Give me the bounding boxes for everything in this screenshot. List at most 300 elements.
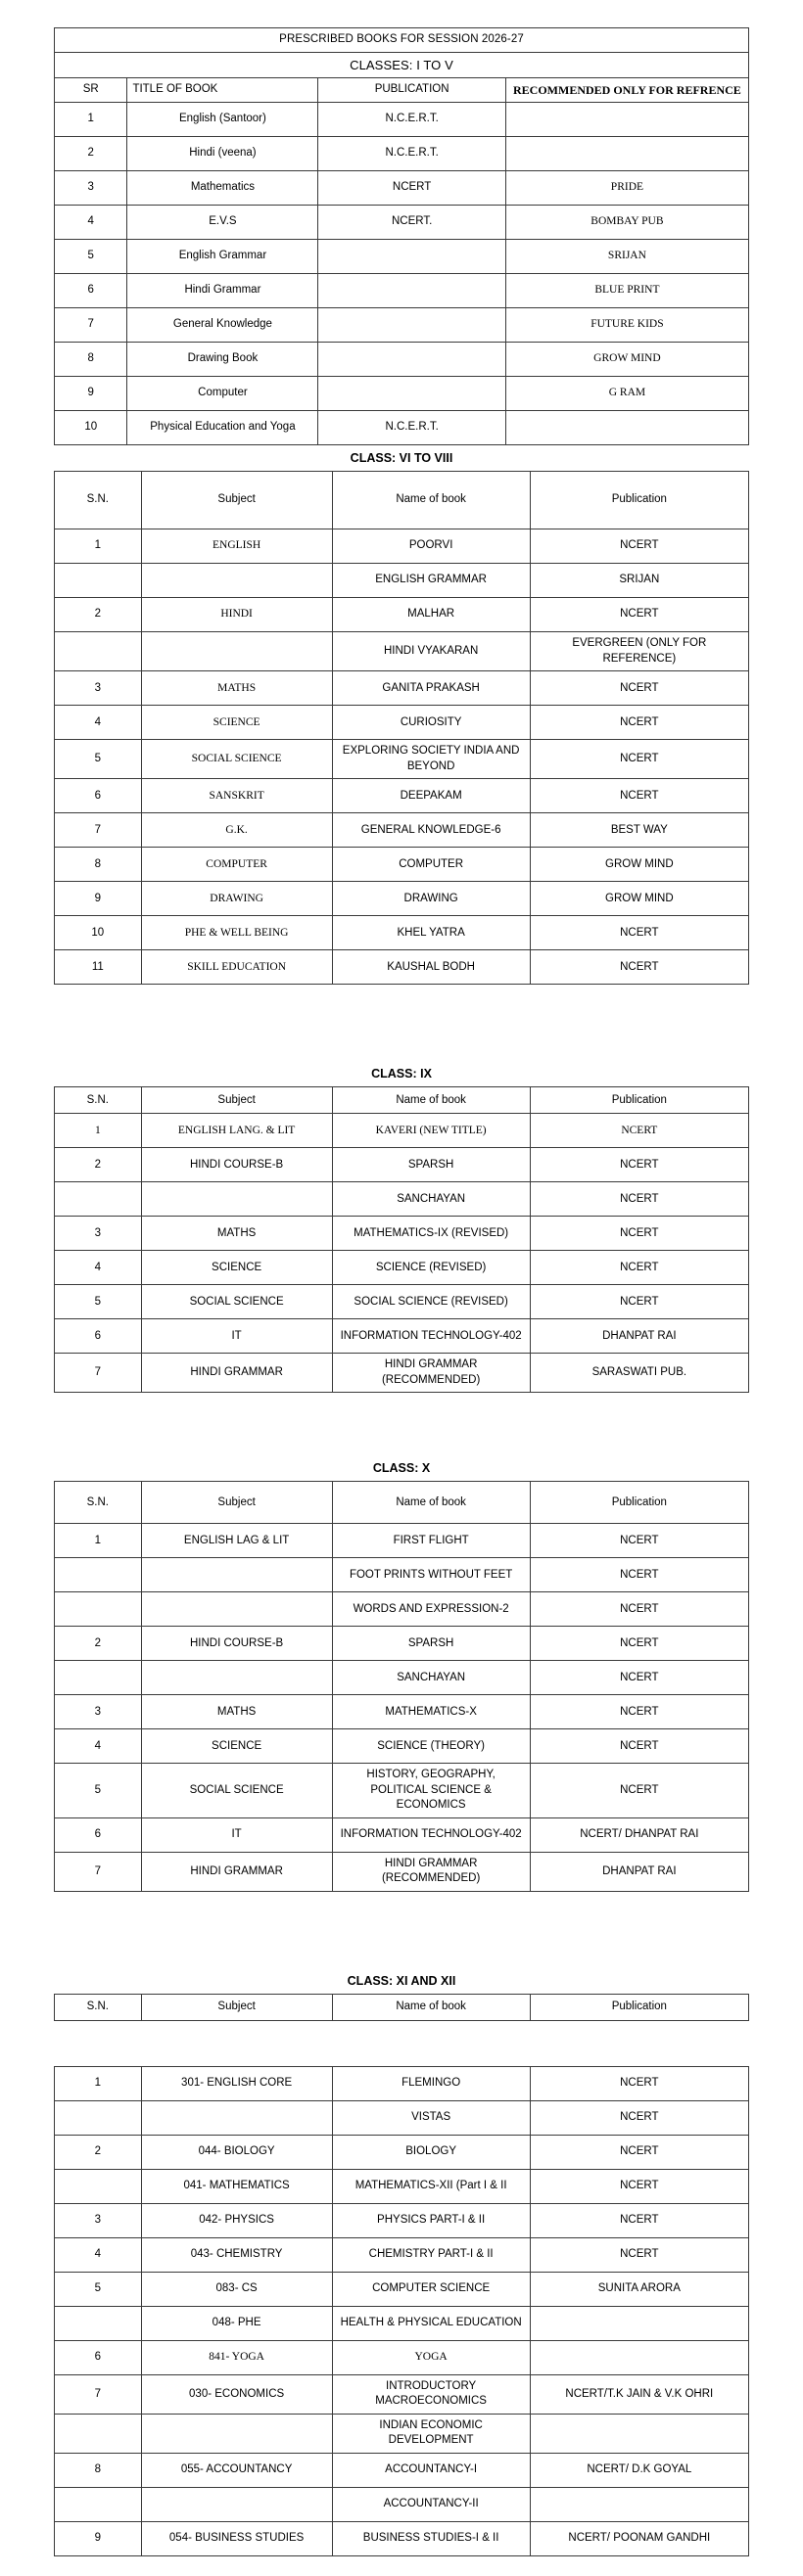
- table-row: [55, 1524, 749, 1558]
- table-row: [55, 2414, 749, 2453]
- ix-table-body: [55, 1114, 749, 1393]
- table-row: [55, 1182, 749, 1217]
- cell-book: MATHEMATICS-XII (Part I & II: [332, 2169, 530, 2203]
- cell-publication: NCERT: [530, 1217, 748, 1251]
- cell-subject: SOCIAL SCIENCE: [141, 1285, 332, 1319]
- cell-publication: NCERT: [530, 1661, 748, 1695]
- cell-publication: NCERT: [530, 1729, 748, 1764]
- column-header-subject: Subject: [141, 1087, 332, 1114]
- cell-book: PHYSICS PART-I & II: [332, 2203, 530, 2237]
- table-row: [55, 343, 749, 377]
- cell-sn: [55, 564, 142, 598]
- cell-reference: [505, 411, 748, 445]
- table-row: [55, 1319, 749, 1354]
- cell-book: SANCHAYAN: [332, 1661, 530, 1695]
- table-row: [55, 1764, 749, 1818]
- cell-subject: SCIENCE: [141, 1729, 332, 1764]
- column-header-sn: S.N.: [55, 1087, 142, 1114]
- table-row: [55, 1354, 749, 1393]
- cell-subject: DRAWING: [141, 882, 332, 916]
- document-title: PRESCRIBED BOOKS FOR SESSION 2026-27: [55, 28, 749, 53]
- cell-publication: [318, 343, 505, 377]
- cell-book: HINDI VYAKARAN: [332, 632, 530, 671]
- xi-xii-table-body: [55, 2066, 749, 2555]
- cell-reference: PRIDE: [505, 171, 748, 206]
- cell-sn: 1: [55, 1524, 142, 1558]
- cell-subject: ENGLISH LANG. & LIT: [141, 1114, 332, 1148]
- ix-header-row: [55, 1087, 749, 1114]
- cell-book: VISTAS: [332, 2100, 530, 2135]
- cell-book: FIRST FLIGHT: [332, 1524, 530, 1558]
- cell-sn: 10: [55, 916, 142, 950]
- cell-subject: [141, 1558, 332, 1592]
- cell-sn: [55, 1558, 142, 1592]
- cell-publication: NCERT: [530, 779, 748, 813]
- table-row: [55, 1285, 749, 1319]
- cell-book: ACCOUNTANCY-I: [332, 2453, 530, 2487]
- spacer-xi-xii-gap: [54, 2021, 749, 2066]
- table-row: [55, 2135, 749, 2169]
- cell-publication: [530, 2306, 748, 2340]
- cell-book: BUSINESS STUDIES-I & II: [332, 2521, 530, 2555]
- cell-book: SPARSH: [332, 1148, 530, 1182]
- xi-xii-books-table: [54, 2066, 749, 2556]
- cell-publication: NCERT: [530, 529, 748, 564]
- table-row: [55, 564, 749, 598]
- cell-title: Hindi Grammar: [127, 274, 318, 308]
- cell-publication: GROW MIND: [530, 882, 748, 916]
- cell-sn: 7: [55, 1852, 142, 1891]
- cell-subject: SCIENCE: [141, 706, 332, 740]
- cell-subject: SANSKRIT: [141, 779, 332, 813]
- spacer-after-ix: [54, 1393, 749, 1455]
- primary-books-table: [54, 27, 749, 445]
- cell-publication: N.C.E.R.T.: [318, 103, 505, 137]
- table-row: [55, 171, 749, 206]
- table-row: [55, 308, 749, 343]
- cell-book: FOOT PRINTS WITHOUT FEET: [332, 1558, 530, 1592]
- table-row: [55, 1817, 749, 1852]
- cell-publication: [530, 2340, 748, 2374]
- cell-subject: SCIENCE: [141, 1251, 332, 1285]
- cell-publication: [318, 274, 505, 308]
- cell-title: English (Santoor): [127, 103, 318, 137]
- cell-sn: 1: [55, 2066, 142, 2100]
- table-row: [55, 882, 749, 916]
- cell-book: SCIENCE (REVISED): [332, 1251, 530, 1285]
- cell-sr: 10: [55, 411, 127, 445]
- cell-reference: [505, 137, 748, 171]
- cell-sr: 8: [55, 343, 127, 377]
- cell-reference: BLUE PRINT: [505, 274, 748, 308]
- cell-subject: SKILL EDUCATION: [141, 950, 332, 985]
- cell-subject: [141, 2100, 332, 2135]
- column-header-publication: Publication: [530, 1087, 748, 1114]
- column-header-subject: Subject: [141, 1994, 332, 2020]
- table-row: [55, 411, 749, 445]
- table-row: [55, 1251, 749, 1285]
- cell-publication: SARASWATI PUB.: [530, 1354, 748, 1393]
- table-row: [55, 240, 749, 274]
- cell-sn: 2: [55, 598, 142, 632]
- cell-publication: NCERT: [530, 2066, 748, 2100]
- x-table-body: [55, 1524, 749, 1892]
- cell-sr: 5: [55, 240, 127, 274]
- cell-publication: [530, 2487, 748, 2521]
- cell-sn: [55, 2169, 142, 2203]
- cell-subject: IT: [141, 1319, 332, 1354]
- table-row: [55, 2169, 749, 2203]
- cell-sn: 4: [55, 706, 142, 740]
- cell-book: COMPUTER: [332, 848, 530, 882]
- cell-publication: NCERT: [530, 1182, 748, 1217]
- cell-book: DEEPAKAM: [332, 779, 530, 813]
- cell-reference: [505, 103, 748, 137]
- table-row: [55, 1695, 749, 1729]
- cell-sn: 2: [55, 2135, 142, 2169]
- cell-reference: G RAM: [505, 377, 748, 411]
- cell-book: INDIAN ECONOMIC DEVELOPMENT: [332, 2414, 530, 2453]
- table-row: [55, 274, 749, 308]
- cell-book: SOCIAL SCIENCE (REVISED): [332, 1285, 530, 1319]
- cell-book: MATHEMATICS-IX (REVISED): [332, 1217, 530, 1251]
- cell-book: CHEMISTRY PART-I & II: [332, 2237, 530, 2272]
- table-row: [55, 1217, 749, 1251]
- vi-viii-books-table: [54, 471, 749, 985]
- cell-subject: ENGLISH: [141, 529, 332, 564]
- column-header-publication: Publication: [530, 1482, 748, 1524]
- cell-publication: NCERT: [530, 706, 748, 740]
- table-row: [55, 206, 749, 240]
- cell-sr: 1: [55, 103, 127, 137]
- table-row: [55, 529, 749, 564]
- cell-book: GENERAL KNOWLEDGE-6: [332, 813, 530, 848]
- table-row: [55, 1729, 749, 1764]
- cell-subject: HINDI: [141, 598, 332, 632]
- cell-subject: [141, 1661, 332, 1695]
- cell-title: Drawing Book: [127, 343, 318, 377]
- cell-sn: 5: [55, 1764, 142, 1818]
- cell-subject: 055- ACCOUNTANCY: [141, 2453, 332, 2487]
- cell-book: FLEMINGO: [332, 2066, 530, 2100]
- cell-sn: 9: [55, 2521, 142, 2555]
- cell-publication: NCERT/ POONAM GANDHI: [530, 2521, 748, 2555]
- table-row: [55, 848, 749, 882]
- cell-sn: [55, 2306, 142, 2340]
- column-header-publication: Publication: [530, 1994, 748, 2020]
- cell-sn: 1: [55, 529, 142, 564]
- cell-subject: [141, 2487, 332, 2521]
- cell-subject: 048- PHE: [141, 2306, 332, 2340]
- cell-reference: FUTURE KIDS: [505, 308, 748, 343]
- cell-book: YOGA: [332, 2340, 530, 2374]
- section-heading-x: CLASS: X: [372, 1461, 431, 1476]
- column-header-sn: S.N.: [55, 1994, 142, 2020]
- column-header-book: Name of book: [332, 472, 530, 529]
- cell-subject: MATHS: [141, 1695, 332, 1729]
- cell-subject: HINDI COURSE-B: [141, 1148, 332, 1182]
- table-row: [55, 103, 749, 137]
- x-books-table: [54, 1481, 749, 1892]
- cell-sn: 5: [55, 2272, 142, 2306]
- cell-publication: NCERT: [530, 1695, 748, 1729]
- cell-sn: 7: [55, 1354, 142, 1393]
- cell-subject: ENGLISH LAG & LIT: [141, 1524, 332, 1558]
- cell-book: KHEL YATRA: [332, 916, 530, 950]
- cell-title: Physical Education and Yoga: [127, 411, 318, 445]
- primary-class-banner: CLASSES: I TO V: [55, 52, 749, 78]
- cell-sn: [55, 2487, 142, 2521]
- cell-publication: [530, 2414, 748, 2453]
- cell-subject: [141, 2414, 332, 2453]
- cell-publication: [318, 240, 505, 274]
- cell-title: Hindi (veena): [127, 137, 318, 171]
- cell-sn: 8: [55, 848, 142, 882]
- cell-publication: EVERGREEN (ONLY FOR REFERENCE): [530, 632, 748, 671]
- table-row: [55, 2272, 749, 2306]
- table-row: [55, 2487, 749, 2521]
- cell-subject: 054- BUSINESS STUDIES: [141, 2521, 332, 2555]
- table-row: [55, 2237, 749, 2272]
- cell-book: POORVI: [332, 529, 530, 564]
- column-header-book: Name of book: [332, 1087, 530, 1114]
- cell-subject: 841- YOGA: [141, 2340, 332, 2374]
- cell-sr: 7: [55, 308, 127, 343]
- cell-book: EXPLORING SOCIETY INDIA AND BEYOND: [332, 740, 530, 779]
- cell-subject: 044- BIOLOGY: [141, 2135, 332, 2169]
- cell-book: MATHEMATICS-X: [332, 1695, 530, 1729]
- cell-sn: [55, 632, 142, 671]
- cell-publication: NCERT: [530, 1148, 748, 1182]
- cell-subject: [141, 564, 332, 598]
- cell-publication: NCERT: [530, 950, 748, 985]
- cell-sr: 3: [55, 171, 127, 206]
- cell-sn: 5: [55, 740, 142, 779]
- cell-sn: 11: [55, 950, 142, 985]
- cell-subject: SOCIAL SCIENCE: [141, 1764, 332, 1818]
- cell-reference: SRIJAN: [505, 240, 748, 274]
- cell-publication: NCERT: [530, 598, 748, 632]
- cell-subject: MATHS: [141, 1217, 332, 1251]
- column-header-sn: S.N.: [55, 472, 142, 529]
- cell-book: HISTORY, GEOGRAPHY, POLITICAL SCIENCE & ECONOMICS: [332, 1764, 530, 1818]
- cell-subject: HINDI COURSE-B: [141, 1627, 332, 1661]
- cell-book: ENGLISH GRAMMAR: [332, 564, 530, 598]
- document-content: [54, 27, 749, 2556]
- table-row: [55, 2374, 749, 2414]
- banner-row-title: [55, 28, 749, 53]
- cell-publication: NCERT: [530, 2237, 748, 2272]
- cell-book: SPARSH: [332, 1627, 530, 1661]
- primary-header-row: [55, 78, 749, 103]
- cell-sn: 3: [55, 1217, 142, 1251]
- cell-reference: BOMBAY PUB: [505, 206, 748, 240]
- xi-xii-header-table: [54, 1994, 749, 2021]
- cell-sn: 2: [55, 1148, 142, 1182]
- cell-subject: G.K.: [141, 813, 332, 848]
- cell-sn: 6: [55, 779, 142, 813]
- column-header-sn: S.N.: [55, 1482, 142, 1524]
- cell-sn: 3: [55, 2203, 142, 2237]
- cell-sr: 2: [55, 137, 127, 171]
- cell-book: HINDI GRAMMAR (RECOMMENDED): [332, 1852, 530, 1891]
- cell-publication: NCERT: [530, 1627, 748, 1661]
- cell-sn: 3: [55, 1695, 142, 1729]
- cell-publication: N.C.E.R.T.: [318, 137, 505, 171]
- table-row: [55, 2066, 749, 2100]
- table-row: [55, 1558, 749, 1592]
- table-row: [55, 950, 749, 985]
- cell-sn: 6: [55, 1319, 142, 1354]
- cell-publication: NCERT: [530, 2203, 748, 2237]
- column-header-title: TITLE OF BOOK: [127, 78, 318, 103]
- table-row: [55, 2340, 749, 2374]
- table-row: [55, 1592, 749, 1627]
- cell-sn: 2: [55, 1627, 142, 1661]
- table-row: [55, 2203, 749, 2237]
- table-row: [55, 779, 749, 813]
- cell-title: English Grammar: [127, 240, 318, 274]
- cell-subject: PHE & WELL BEING: [141, 916, 332, 950]
- cell-subject: 301- ENGLISH CORE: [141, 2066, 332, 2100]
- cell-publication: NCERT: [530, 1251, 748, 1285]
- cell-book: COMPUTER SCIENCE: [332, 2272, 530, 2306]
- cell-title: Mathematics: [127, 171, 318, 206]
- cell-book: HINDI GRAMMAR (RECOMMENDED): [332, 1354, 530, 1393]
- banner-row-class: [55, 52, 749, 78]
- cell-book: GANITA PRAKASH: [332, 671, 530, 706]
- cell-book: INFORMATION TECHNOLOGY-402: [332, 1319, 530, 1354]
- cell-publication: NCERT: [530, 1592, 748, 1627]
- table-row: [55, 671, 749, 706]
- column-header-reference: RECOMMENDED ONLY FOR REFRENCE: [505, 78, 748, 103]
- table-row: [55, 1852, 749, 1891]
- cell-book: MALHAR: [332, 598, 530, 632]
- table-row: [55, 1627, 749, 1661]
- cell-subject: MATHS: [141, 671, 332, 706]
- cell-sn: 7: [55, 813, 142, 848]
- cell-book: HEALTH & PHYSICAL EDUCATION: [332, 2306, 530, 2340]
- cell-sn: 6: [55, 2340, 142, 2374]
- cell-publication: SRIJAN: [530, 564, 748, 598]
- cell-title: Computer: [127, 377, 318, 411]
- xi-xii-header-row: [55, 1994, 749, 2020]
- cell-subject: HINDI GRAMMAR: [141, 1354, 332, 1393]
- cell-book: INTRODUCTORY MACROECONOMICS: [332, 2374, 530, 2414]
- cell-sn: 4: [55, 1729, 142, 1764]
- cell-publication: NCERT: [530, 916, 748, 950]
- cell-publication: NCERT: [530, 1524, 748, 1558]
- cell-book: SCIENCE (THEORY): [332, 1729, 530, 1764]
- cell-publication: NCERT: [318, 171, 505, 206]
- cell-publication: NCERT: [530, 1764, 748, 1818]
- column-header-book: Name of book: [332, 1994, 530, 2020]
- cell-sn: 3: [55, 671, 142, 706]
- cell-publication: GROW MIND: [530, 848, 748, 882]
- section-heading-ix: CLASS: IX: [371, 1067, 432, 1081]
- cell-sr: 4: [55, 206, 127, 240]
- cell-sn: 1: [55, 1114, 142, 1148]
- cell-publication: DHANPAT RAI: [530, 1319, 748, 1354]
- spacer-after-x: [54, 1892, 749, 1968]
- table-row: [55, 706, 749, 740]
- section-heading-vi-viii: CLASS: VI TO VIII: [350, 451, 453, 466]
- cell-subject: IT: [141, 1817, 332, 1852]
- cell-publication: NCERT: [530, 740, 748, 779]
- cell-subject: 043- CHEMISTRY: [141, 2237, 332, 2272]
- cell-book: DRAWING: [332, 882, 530, 916]
- table-row: [55, 377, 749, 411]
- table-row: [55, 1661, 749, 1695]
- cell-publication: NCERT: [530, 1114, 748, 1148]
- cell-publication: NCERT: [530, 1558, 748, 1592]
- primary-table-body: [55, 103, 749, 445]
- cell-publication: NCERT: [530, 1285, 748, 1319]
- cell-book: WORDS AND EXPRESSION-2: [332, 1592, 530, 1627]
- cell-sn: 9: [55, 882, 142, 916]
- cell-publication: SUNITA ARORA: [530, 2272, 748, 2306]
- table-row: [55, 2521, 749, 2555]
- cell-publication: NCERT: [530, 2135, 748, 2169]
- cell-book: KAUSHAL BODH: [332, 950, 530, 985]
- cell-publication: NCERT/ DHANPAT RAI: [530, 1817, 748, 1852]
- column-header-subject: Subject: [141, 1482, 332, 1524]
- cell-publication: NCERT: [530, 671, 748, 706]
- cell-book: CURIOSITY: [332, 706, 530, 740]
- cell-publication: BEST WAY: [530, 813, 748, 848]
- cell-subject: [141, 1182, 332, 1217]
- cell-subject: 030- ECONOMICS: [141, 2374, 332, 2414]
- cell-publication: DHANPAT RAI: [530, 1852, 748, 1891]
- column-header-sr: SR: [55, 78, 127, 103]
- cell-publication: N.C.E.R.T.: [318, 411, 505, 445]
- cell-sn: 4: [55, 1251, 142, 1285]
- x-header-row: [55, 1482, 749, 1524]
- cell-publication: [318, 377, 505, 411]
- column-header-publication: Publication: [530, 472, 748, 529]
- table-row: [55, 598, 749, 632]
- cell-publication: NCERT/T.K JAIN & V.K OHRI: [530, 2374, 748, 2414]
- cell-publication: NCERT/ D.K GOYAL: [530, 2453, 748, 2487]
- cell-subject: [141, 1592, 332, 1627]
- cell-subject: 041- MATHEMATICS: [141, 2169, 332, 2203]
- vi-viii-header-row: [55, 472, 749, 529]
- cell-subject: COMPUTER: [141, 848, 332, 882]
- cell-reference: GROW MIND: [505, 343, 748, 377]
- table-row: [55, 137, 749, 171]
- table-row: [55, 1148, 749, 1182]
- cell-subject: 042- PHYSICS: [141, 2203, 332, 2237]
- cell-publication: [318, 308, 505, 343]
- cell-subject: HINDI GRAMMAR: [141, 1852, 332, 1891]
- cell-publication: NCERT: [530, 2169, 748, 2203]
- cell-book: SANCHAYAN: [332, 1182, 530, 1217]
- cell-sn: [55, 1182, 142, 1217]
- column-header-publication: PUBLICATION: [318, 78, 505, 103]
- cell-sr: 9: [55, 377, 127, 411]
- section-heading-xi-xii: CLASS: XI AND XII: [347, 1973, 456, 1988]
- cell-sn: 7: [55, 2374, 142, 2414]
- column-header-book: Name of book: [332, 1482, 530, 1524]
- cell-sn: [55, 2100, 142, 2135]
- cell-book: ACCOUNTANCY-II: [332, 2487, 530, 2521]
- cell-publication: NCERT: [530, 2100, 748, 2135]
- cell-title: E.V.S: [127, 206, 318, 240]
- cell-sr: 6: [55, 274, 127, 308]
- table-row: [55, 1114, 749, 1148]
- cell-title: General Knowledge: [127, 308, 318, 343]
- cell-sn: [55, 1661, 142, 1695]
